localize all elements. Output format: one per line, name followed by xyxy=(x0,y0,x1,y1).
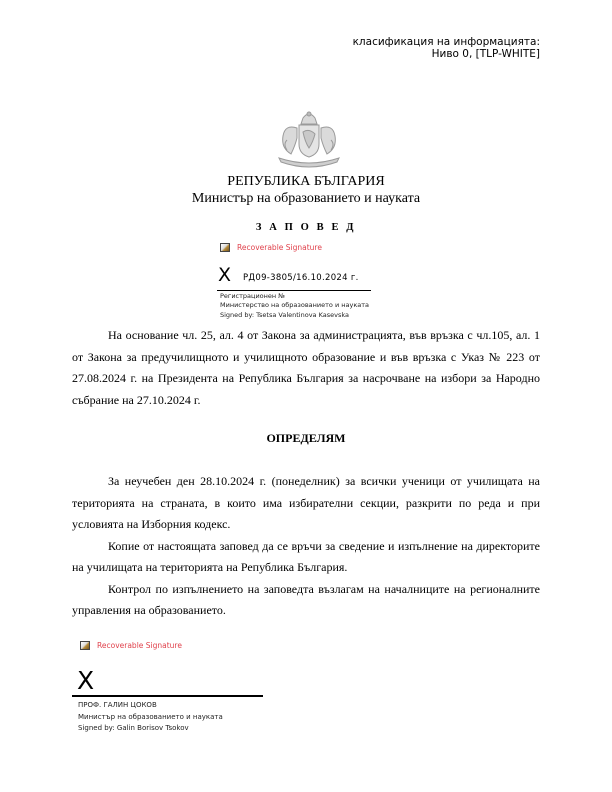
order-heading: ОПРЕДЕЛЯМ xyxy=(266,431,346,445)
minister-signature-meta xyxy=(78,700,223,735)
classification-block xyxy=(353,36,540,60)
classification-label: класификация на информацията: xyxy=(352,36,540,48)
recoverable-signature-label: Recoverable Signature xyxy=(97,641,182,650)
signature-image-icon xyxy=(80,641,90,650)
preamble-paragraph: На основание чл. 25, ал. 4 от Закона за администрацията, във връзка с чл.105, ал. 1 от Закона за предучилищното и училищното образование и във връзка с Указ № 223 от 27.08.2024 г. на Президента на Република България за насрочване на избори за Народно събрание на 27.10.2024 г. xyxy=(72,328,540,407)
registration-number: РД09-3805/16.10.2024 г. xyxy=(243,273,359,283)
institution-title: Министър на образованието и науката xyxy=(191,191,421,206)
signature-image-icon xyxy=(220,243,230,252)
signer-signed-by: Signed by: Galin Borisov Tsokov xyxy=(78,724,189,732)
order-paragraph: Копие от настоящата заповед да се връчи за сведение и изпълнение на директорите на училищата на територията на Република България. xyxy=(72,538,540,574)
signature-x-mark: X xyxy=(77,666,95,695)
classification-value: Ниво 0, [TLP-WHITE] xyxy=(431,48,540,60)
recoverable-signature-label: Recoverable Signature xyxy=(237,243,322,252)
registration-signed-by: Signed by: Tsetsa Valentinova Kasevska xyxy=(220,310,349,319)
coat-of-arms-icon xyxy=(273,110,345,172)
preamble-section xyxy=(72,325,540,411)
signature-rule xyxy=(217,290,371,291)
signature-x-mark: X xyxy=(218,264,232,286)
registration-organization: Министерство на образованието и науката xyxy=(220,301,370,310)
registration-signature-meta xyxy=(220,292,369,320)
signer-name: ПРОФ. ГАЛИН ЦОКОВ xyxy=(78,701,157,709)
order-paragraph: За неучебен ден 28.10.2024 г. (понеделник) за всички ученици от училищата на територията на страната, в които има избирателни секции, разкрити по реда и при условията на Изборния кодекс. xyxy=(72,474,540,531)
registration-caption: Регистрационен № xyxy=(220,292,285,300)
document-type-heading: З А П О В Е Д xyxy=(255,222,357,233)
signature-rule xyxy=(72,695,263,697)
minister-signature-line[interactable] xyxy=(80,641,182,650)
order-paragraph: Контрол по изпълнението на заповедта възлагам на началниците на регионалните управления на образованието. xyxy=(72,581,540,617)
country-title: РЕПУБЛИКА БЪЛГАРИЯ xyxy=(227,174,385,189)
signer-title: Министър на образованието и науката xyxy=(78,712,223,721)
registration-signature-line[interactable] xyxy=(220,243,322,252)
order-body xyxy=(72,471,540,622)
